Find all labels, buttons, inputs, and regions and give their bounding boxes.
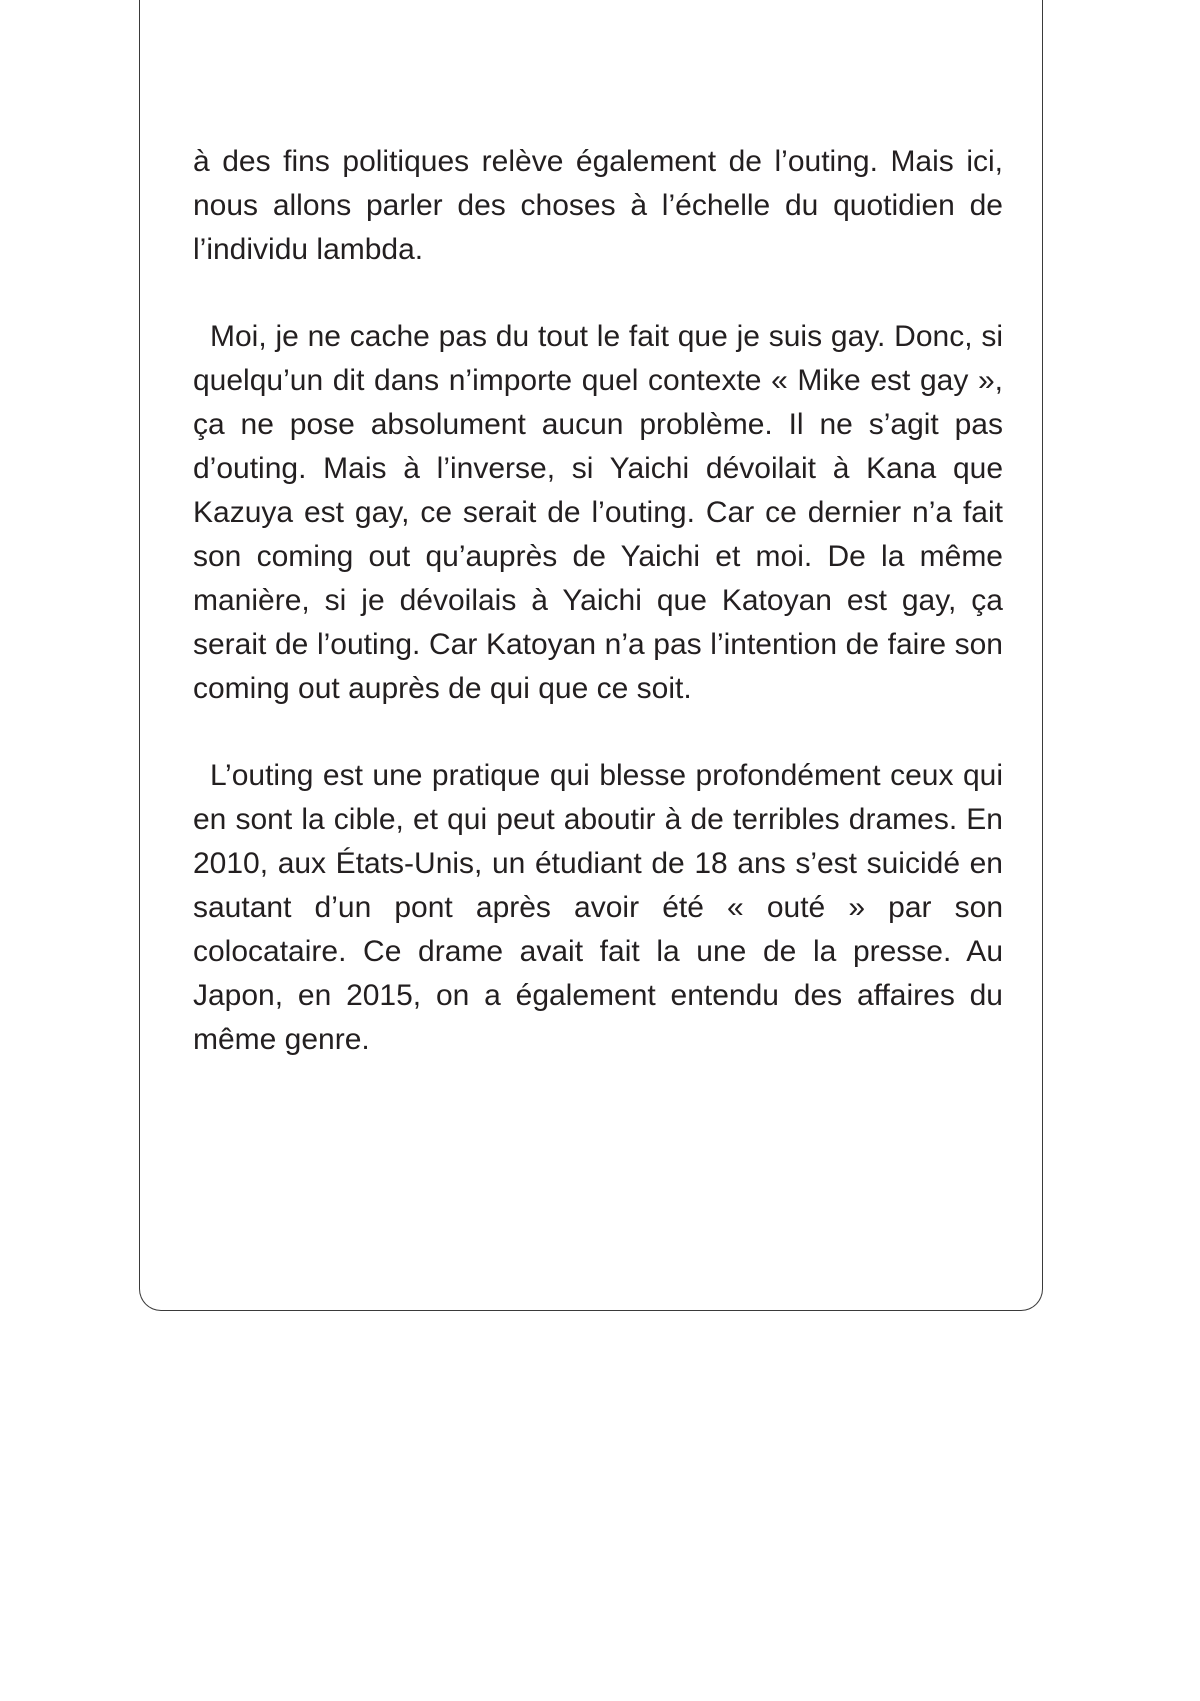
paragraph-2: Moi, je ne cache pas du tout le fait que je suis gay. Donc, si quelqu’un dit dans n’importe quel contexte « Mike est gay », ça ne pose absolument aucun problème. Il ne s’agit pas d’outing. Mais à l’inverse, si Yaichi dévoilait à Kana que Kazuya est gay, ce serait de l’outing. Car ce dernier n’a fait son coming out qu’auprès de Yaichi et moi. De la même manière, si je dévoilais à Yaichi que Katoyan est gay, ça serait de l’outing. Car Katoyan n’a pas l’intention de faire son coming out auprès de qui que ce soit. xyxy=(193,320,1003,705)
paragraph-3: L’outing est une pratique qui blesse profondément ceux qui en sont la cible, et qui peut aboutir à de terribles drames. En 2010, aux États-Unis, un étudiant de 18 ans s’est suicidé en sautant d’un pont après avoir été « outé » par son colocataire. Ce drame avait fait la une de la presse. Au Japon, en 2015, on a également entendu des affaires du même genre. xyxy=(193,759,1003,1056)
text-block xyxy=(193,140,1003,1062)
paragraph-1: à des fins politiques relève également de l’outing. Mais ici, nous allons parler des choses à l’échelle du quotidien de l’individu lambda. xyxy=(193,145,1003,266)
